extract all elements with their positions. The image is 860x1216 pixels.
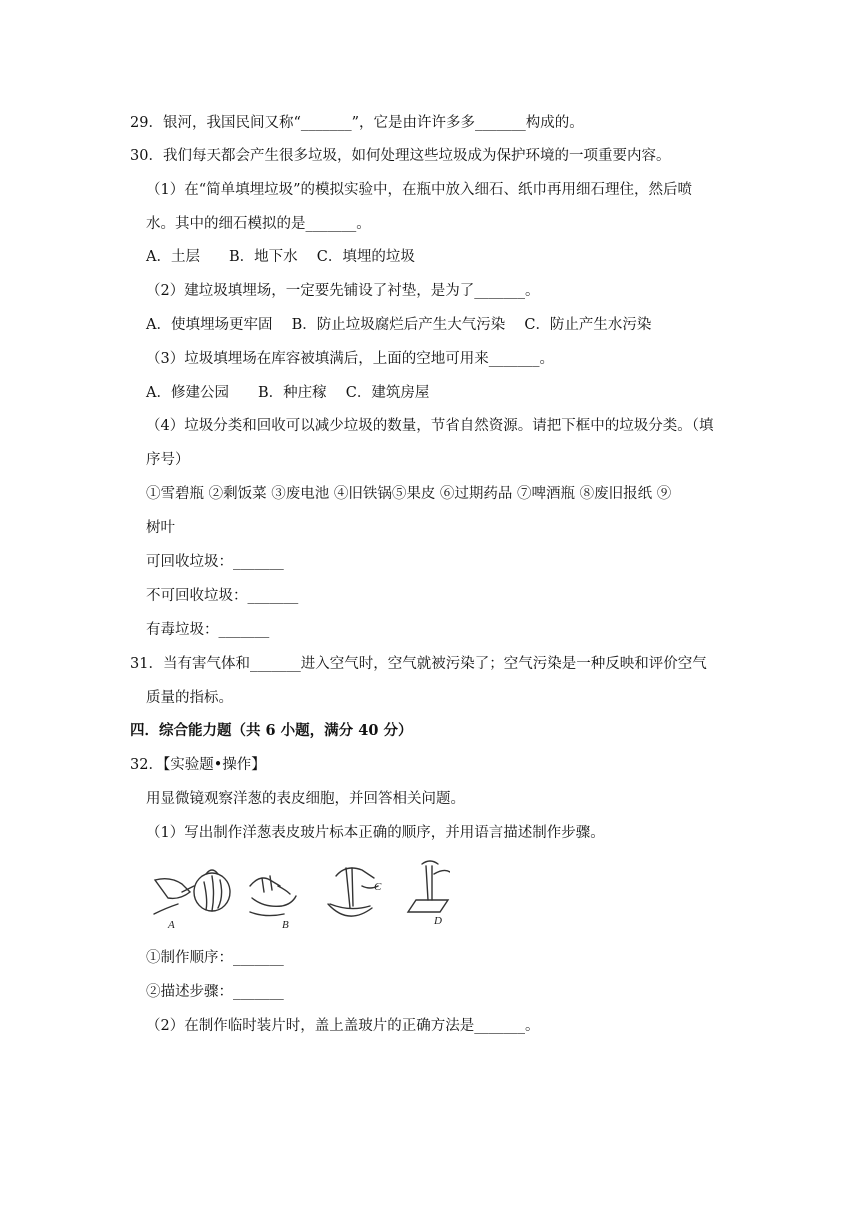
q30-3: （3）垃圾填埋场在库容被填满后，上面的空地可用来_______。 [146,351,554,367]
q31-line2: 质量的指标。 [146,690,233,706]
q30: 30．我们每天都会产生很多垃圾，如何处理这些垃圾成为保护环境的一项重要内容。 [130,148,671,164]
q32: 32．【实验题•操作】 [130,757,266,773]
garbage-items-cont: 树叶 [146,520,175,536]
figure-label-a: A [168,919,175,931]
q32-order-blank: ①制作顺序：_______ [146,950,284,966]
figure-label-b: B [282,919,289,931]
recyclable-blank: 可回收垃圾：_______ [146,554,284,570]
q30-2: （2）建垃圾填埋场，一定要先铺设了衬垫，是为了_______。 [146,283,540,299]
step-a-illustration [154,870,230,914]
q32-1: （1）写出制作洋葱表皮玻片标本正确的顺序，并用语言描述制作步骤。 [146,825,605,841]
q30-4-line1: （4）垃圾分类和回收可以减少垃圾的数量，节省自然资源。请把下框中的垃圾分类。（填 [146,418,714,434]
q30-4-line2: 序号） [146,452,190,468]
q30-3-options: A．修建公园 B．种庄稼 C．建筑房屋 [146,385,430,401]
nonrecyclable-blank: 不可回收垃圾：_______ [146,588,299,604]
step-b-illustration [250,876,296,916]
q30-1-options: A．土层 B．地下水 C．填埋的垃圾 [146,249,415,265]
step-d-illustration [408,861,450,912]
q30-1-line1: （1）在“简单填埋垃圾”的模拟实验中，在瓶中放入细石、纸巾再用细石理住，然后喷 [146,182,693,198]
q30-1-line2: 水。其中的细石模拟的是_______。 [146,216,371,232]
step-c-illustration [328,868,378,916]
figure-label-c: C [374,881,382,893]
section-4-heading: 四．综合能力题（共 6 小题，满分 40 分） [130,722,413,739]
q32-2: （2）在制作临时装片时，盖上盖玻片的正确方法是_______。 [146,1018,540,1034]
figure-label-d: D [434,915,442,927]
q32-intro: 用显微镜观察洋葱的表皮细胞，并回答相关问题。 [146,791,465,807]
onion-slide-steps-figure [150,856,450,934]
q30-2-options: A．使填埋场更牢固 B．防止垃圾腐烂后产生大气污染 C．防止产生水污染 [146,317,652,333]
q31-line1: 31．当有害气体和_______进入空气时，空气就被污染了；空气污染是一种反映和评价空气 [130,656,707,672]
q29: 29．银河，我国民间又称“_______”，它是由许许多多_______构成的。 [130,115,584,131]
q32-steps-blank: ②描述步骤：_______ [146,984,284,1000]
toxic-blank: 有毒垃圾：_______ [146,622,270,638]
garbage-items: ①雪碧瓶 ②剩饭菜 ③废电池 ④旧铁锅⑤果皮 ⑥过期药品 ⑦啤酒瓶 ⑧废旧报纸 ⑨ [146,486,672,502]
